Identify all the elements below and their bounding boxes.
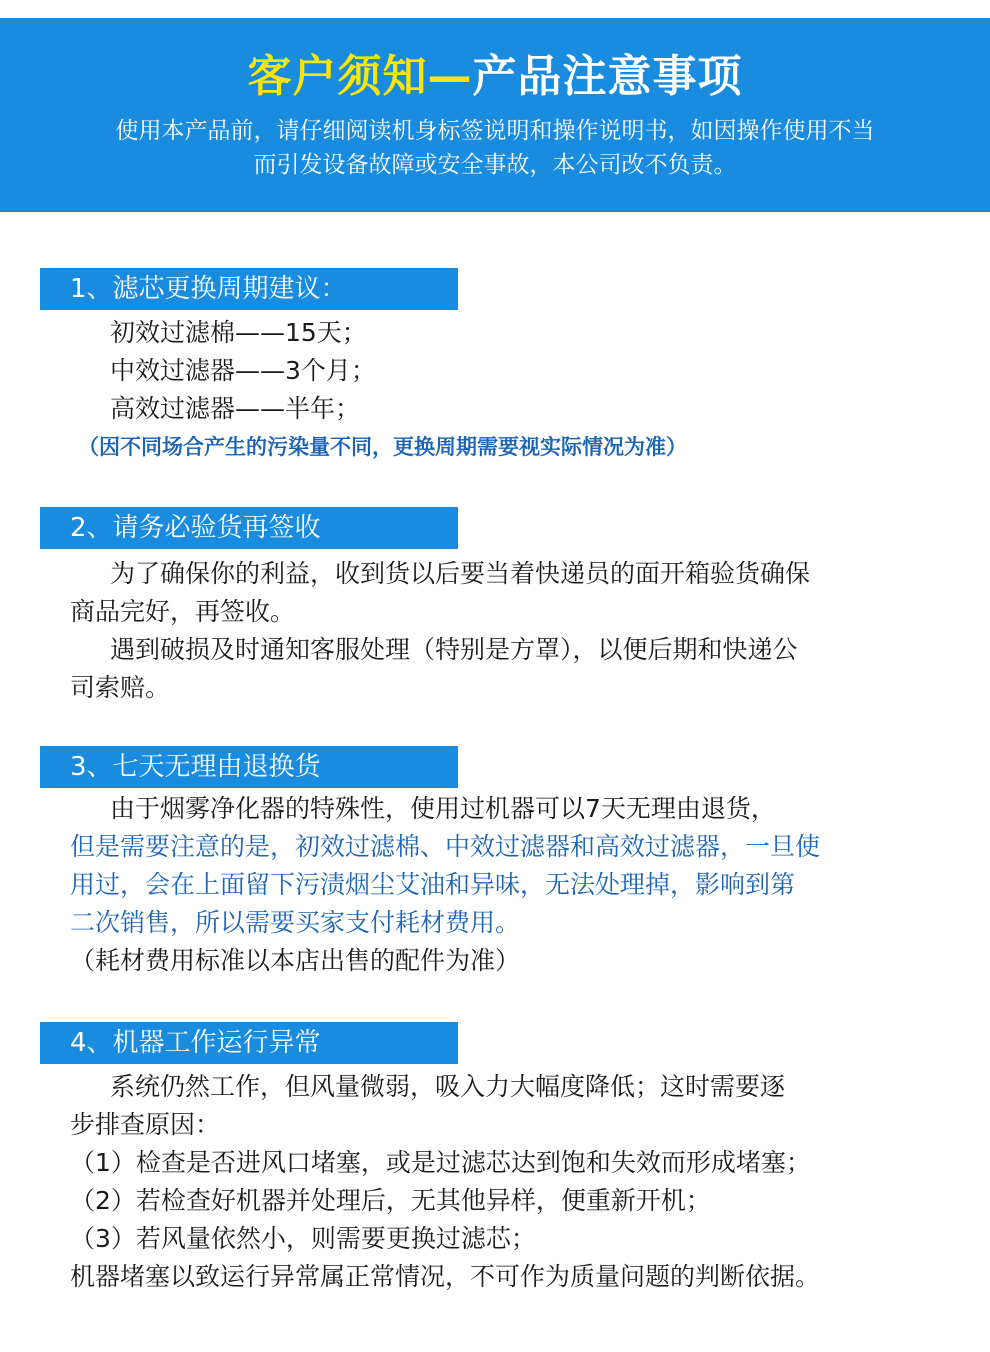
paragraph-line: 商品完好，再签收。 [70,597,296,626]
page-title [0,18,990,106]
paragraph-line: 为了确保你的利益，收到货以后要当着快递员的面开箱验货确保 [110,559,811,588]
section-body [70,555,966,707]
disclaimer-line: 而引发设备故障或安全事故，本公司改不负责。 [253,152,737,178]
section-heading: 3、七天无理由退换货 [40,746,458,788]
paragraph-line: （耗材费用标准以本店出售的配件为准） [70,946,521,975]
section-body [70,790,966,980]
paragraph-line-highlight: 二次销售，所以需要买家支付耗材费用。 [70,908,521,937]
paragraph-line: 机器堵塞以致运行异常属正常情况，不可作为质量问题的判断依据。 [70,1262,821,1291]
disclaimer-line: 使用本产品前，请仔细阅读机身标签说明和操作说明书，如因操作使用不当 [115,118,875,144]
filter-cycle-item: 高效过滤器——半年； [110,394,361,423]
troubleshoot-step: （1）检查是否进风口堵塞，或是过滤芯达到饱和失效而形成堵塞； [70,1148,811,1177]
paragraph-line-highlight: 但是需要注意的是，初效过滤棉、中效过滤器和高效过滤器，一旦使 [70,832,821,861]
section-heading: 1、滤芯更换周期建议： [40,268,458,310]
paragraph-line: 由于烟雾净化器的特殊性，使用过机器可以7天无理由退货， [110,794,776,823]
title-product-precautions: 产品注意事项 [472,51,743,102]
title-customer-notice: 客户须知— [247,51,473,102]
disclaimer-text [0,114,990,182]
section-heading: 2、请务必验货再签收 [40,507,458,549]
troubleshoot-step: （2）若检查好机器并处理后，无其他异样，便重新开机； [70,1186,711,1215]
paragraph-line: 步排查原因： [70,1110,221,1139]
paragraph-line-highlight: 用过，会在上面留下污渍烟尘艾油和异味，无法处理掉，影响到第 [70,870,796,899]
paragraph-line: 系统仍然工作，但风量微弱，吸入力大幅度降低；这时需要逐 [110,1072,786,1101]
section-body [70,1068,966,1296]
paragraph-line: 司索赔。 [70,673,171,702]
filter-cycle-item: 中效过滤器——3个月； [110,356,376,385]
section-heading: 4、机器工作运行异常 [40,1022,458,1064]
notice-header [0,18,990,212]
troubleshoot-step: （3）若风量依然小，则需要更换过滤芯； [70,1224,536,1253]
section-body [70,314,966,466]
filter-cycle-note: （因不同场合产生的污染量不同，更换周期需要视实际情况为准） [78,435,687,459]
paragraph-line: 遇到破损及时通知客服处理（特别是方罩），以便后期和快递公 [110,635,798,664]
filter-cycle-item: 初效过滤棉——15天； [110,318,367,347]
